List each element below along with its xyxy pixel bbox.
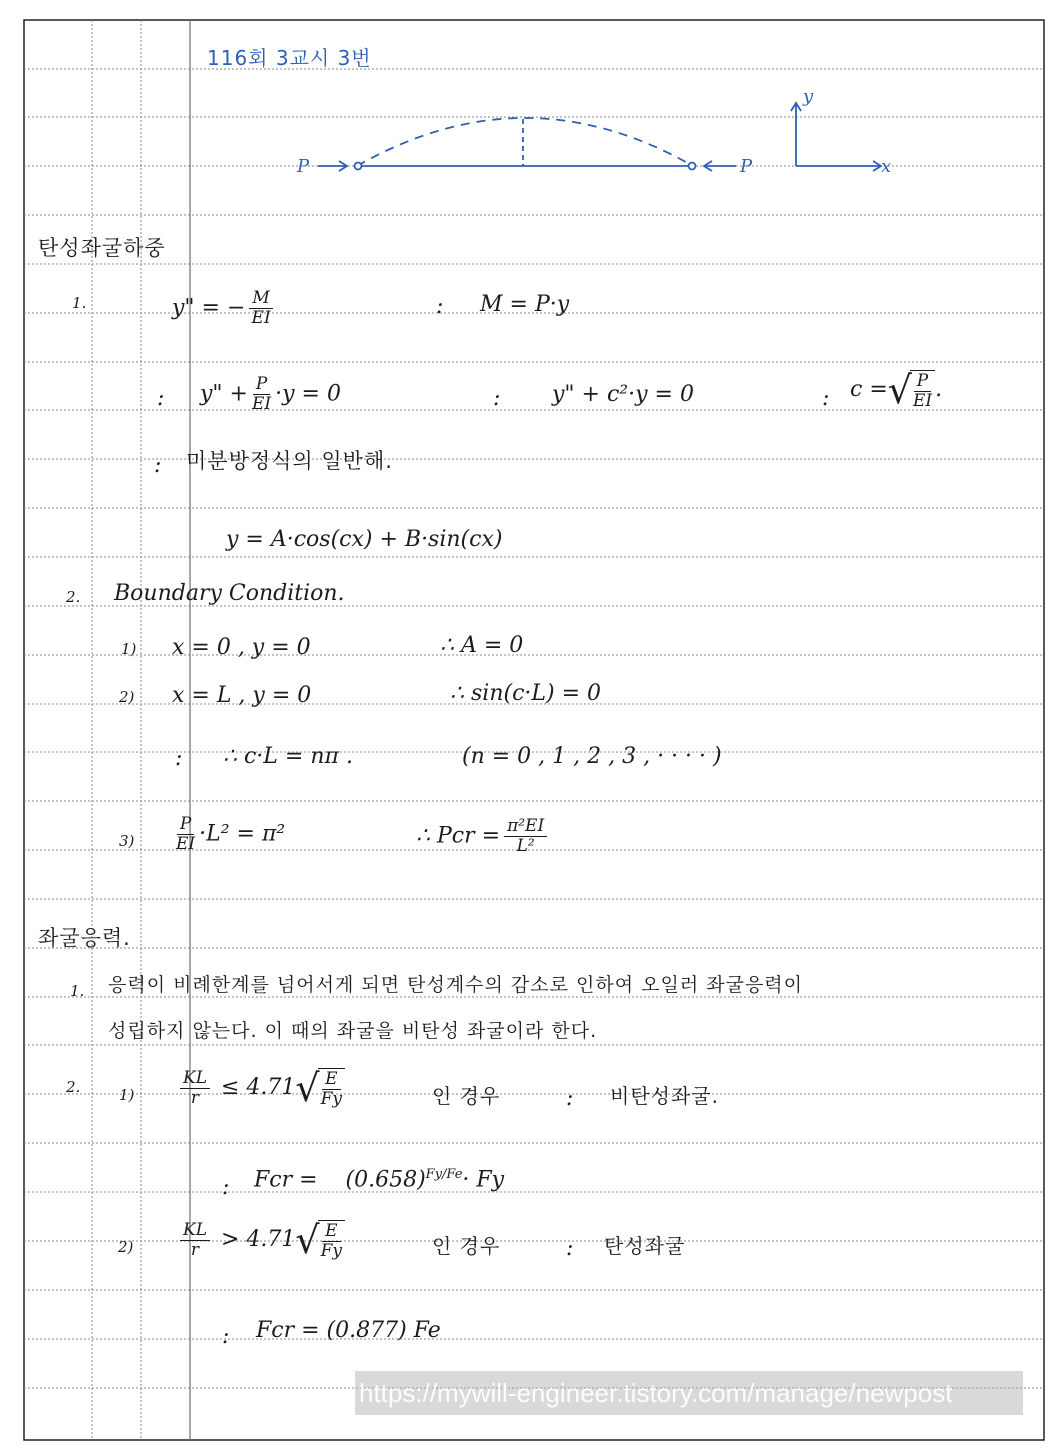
general-solution: y = A·cos(cx) + B·sin(cx) [226,527,503,552]
section1-title: 탄성좌굴하중 [38,236,166,260]
bc3-number: 3) [119,832,135,850]
url-watermark: https://mywill-engineer.tistory.com/manage/newpost [355,1371,1023,1415]
para2-number: 2. [66,1078,81,1096]
case2-condition: 인 경우 [432,1234,501,1258]
load-left-label: P [297,156,310,177]
bc2-number: 2) [119,688,135,706]
critical-load-derivation: $\frac{P}{EI}$ ·L² = π² [176,814,286,854]
n-values: (n = 0 , 1 , 2 , 3 , · · · · ) [462,744,722,769]
axis-x-label: x [881,156,892,177]
buckled-shape [357,118,693,166]
case1-slenderness: $\frac{KL}{r}$ ≤ 4.71 √ $\frac{E}{Fy}$ [180,1068,345,1108]
bc2-condition: x = L , y = 0 [172,683,312,708]
case1-colon: : [566,1086,574,1111]
para1-number: 1. [70,982,85,1000]
right-pin-icon [689,163,696,170]
section2-number: 2. [66,588,81,606]
euler-critical-load: ∴ Pcr = $\frac{\text{π²EI}}{\text{L²}}$ [416,818,551,855]
para1-line1: 응력이 비례한계를 넘어서게 되면 탄성계수의 감소로 인하여 오일러 좌굴응력이 [108,974,803,996]
section2-title: Boundary Condition. [114,581,345,606]
moment-equation: M = P·y [480,292,570,317]
case2-result: 탄성좌굴 [604,1234,686,1258]
step1b-colon3: : [822,386,830,411]
case2-number: 2) [118,1238,134,1256]
case1-number: 1) [119,1086,135,1104]
f1-colon: : [222,1175,230,1200]
step1b-colon: : [157,386,165,411]
header-title: 116회 3교시 3번 [207,46,372,70]
bc1-condition: x = 0 , y = 0 [172,635,311,660]
para1-line2: 성립하지 않는다. 이 때의 좌굴을 비탄성 좌굴이라 한다. [108,1020,598,1042]
c-definition: c = √ $\frac{P}{EI}$ . [850,368,943,412]
bc1-result: ∴ A = 0 [440,633,524,658]
case1-condition: 인 경우 [432,1084,501,1108]
inelastic-stress-formula: Fcr = $(0.658)^{Fy/Fe}\cdot Fy$ [254,1167,505,1193]
load-right-label: P [740,156,753,177]
bc2b-colon: : [175,746,183,771]
section3-title: 좌굴응력. [38,926,131,950]
step1-colon: : [436,294,444,319]
bc2-result: ∴ sin(c·L) = 0 [450,681,601,706]
step1b-colon2: : [493,386,501,411]
elastic-stress-formula: Fcr = (0.877) Fe [256,1318,441,1343]
differential-equation: y" + $\frac{P}{EI}$ ·y = 0 [200,374,341,414]
f2-colon: : [222,1324,230,1349]
step1-number: 1. [72,294,87,312]
case2-colon: : [566,1236,574,1261]
eigen-condition: ∴ c·L = nπ . [223,744,353,769]
simplified-equation: y" + c²·y = 0 [552,382,694,407]
axis-y-label: y [803,86,814,107]
buckling-diagram [0,0,1064,230]
case2-slenderness: $\frac{KL}{r}$ > 4.71 √ $\frac{E}{Fy}$ [180,1220,345,1260]
general-colon: : [154,453,162,478]
step1-equation: y" = − $\frac{M}{EI}$ [172,290,277,327]
case1-result: 비탄성좌굴. [610,1084,719,1108]
bc1-number: 1) [121,640,137,658]
left-pin-icon [355,163,362,170]
general-solution-note: 미분방정식의 일반해. [186,449,393,473]
